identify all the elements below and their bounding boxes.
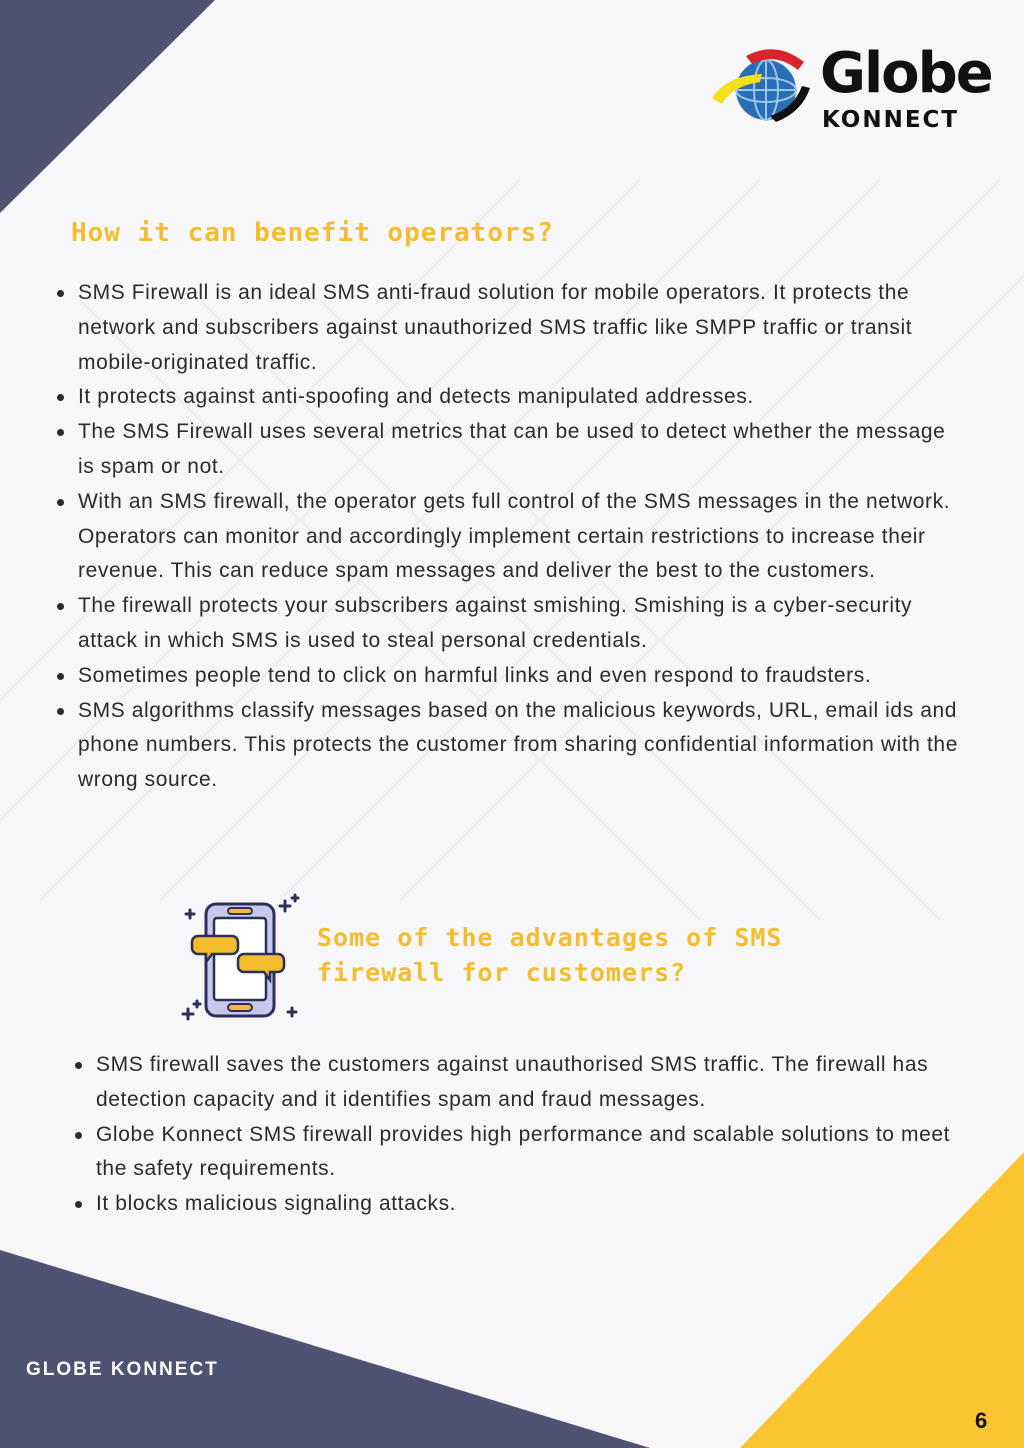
list-item: It blocks malicious signaling attacks. [72,1187,972,1222]
list-item: Globe Konnect SMS firewall provides high performance and scalable solutions to meet the safety requirements. [72,1118,972,1188]
list-item: The SMS Firewall uses several metrics that can be used to detect whether the message is spam or not. [54,415,964,485]
phone-chat-icon [180,892,300,1022]
logo-text-konnect: KONNECT [822,107,960,133]
list-item: SMS Firewall is an ideal SMS anti-fraud solution for mobile operators. It protects the network and subscribers against unauthorized SMS traffic like SMPP traffic or transit mobile-originated traffic. [54,276,964,380]
list-item: SMS algorithms classify messages based on the malicious keywords, URL, email ids and phone numbers. This protects the customer from sharing confidential information with the wrong source. [54,694,964,798]
section-heading-customers: Some of the advantages of SMS firewall for customers? [317,923,783,987]
operator-benefits-list [54,276,964,798]
list-item: SMS firewall saves the customers against unauthorised SMS traffic. The firewall has detection capacity and it identifies spam and fraud messages. [72,1048,972,1118]
customer-advantages-list [72,1048,972,1222]
list-item: Sometimes people tend to click on harmful links and even respond to fraudsters. [54,659,964,694]
list-item: It protects against anti-spoofing and detects manipulated addresses. [54,380,964,415]
section-heading-operators: How it can benefit operators? [71,218,554,248]
list-item: With an SMS firewall, the operator gets full control of the SMS messages in the network. Operators can monitor and accordingly implement certain restrictions to increase their revenue. This can reduce spam messages and deliver the best to the customers. [54,485,964,589]
page-number: 6 [975,1408,988,1433]
footer-brand-name: GLOBE KONNECT [26,1359,219,1380]
logo-text-globe: Globe [820,41,992,106]
globe-logo-icon [706,40,816,140]
globe-konnect-logo [706,40,992,140]
list-item: The firewall protects your subscribers against smishing. Smishing is a cyber-security attack in which SMS is used to steal personal credentials. [54,589,964,659]
